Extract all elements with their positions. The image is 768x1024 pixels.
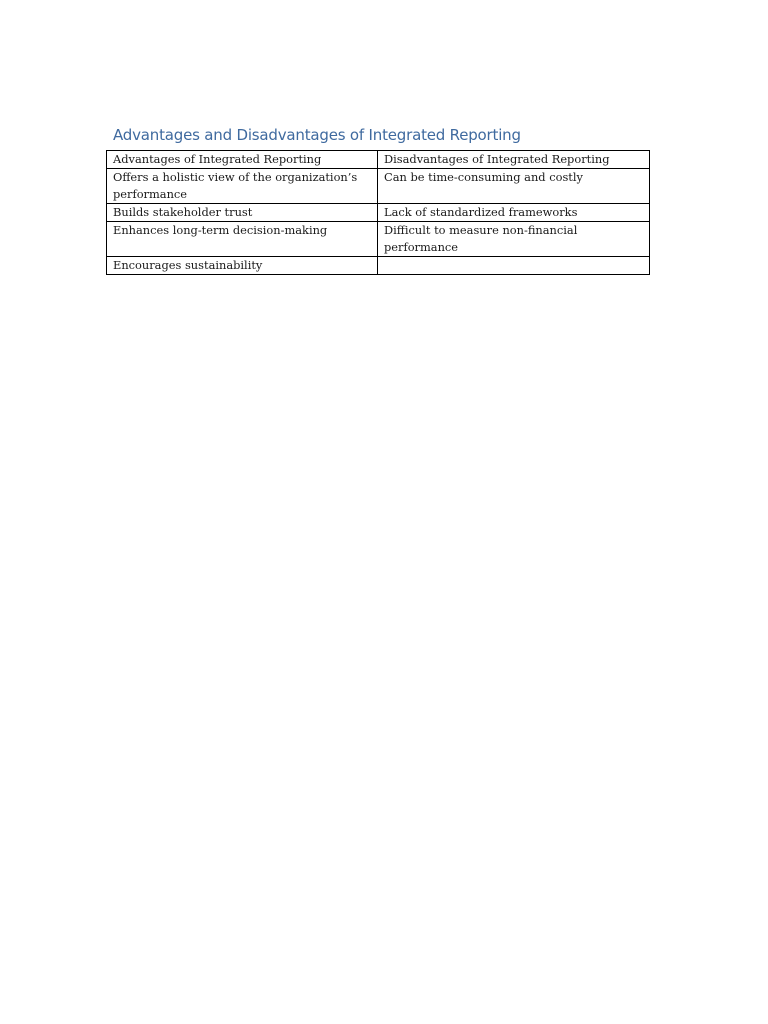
- disadvantage-cell: Difficult to measure non-financial performance: [378, 222, 650, 257]
- table-header-row: [107, 151, 650, 169]
- header-disadvantages-cell: Disadvantages of Integrated Reporting: [378, 151, 650, 169]
- table-row: [107, 257, 650, 275]
- document-heading: Advantages and Disadvantages of Integrated Reporting: [113, 126, 521, 144]
- table-row: [107, 222, 650, 257]
- advantage-cell: Builds stakeholder trust: [107, 204, 378, 222]
- header-advantages-cell: Advantages of Integrated Reporting: [107, 151, 378, 169]
- advantage-cell: Encourages sustainability: [107, 257, 378, 275]
- advantage-cell: Offers a holistic view of the organization’s performance: [107, 169, 378, 204]
- table-row: [107, 169, 650, 204]
- comparison-table: [106, 150, 650, 275]
- disadvantage-cell: Can be time-consuming and costly: [378, 169, 650, 204]
- disadvantage-cell: Lack of standardized frameworks: [378, 204, 650, 222]
- disadvantage-cell: [378, 257, 650, 275]
- advantage-cell: Enhances long-term decision-making: [107, 222, 378, 257]
- table-row: [107, 204, 650, 222]
